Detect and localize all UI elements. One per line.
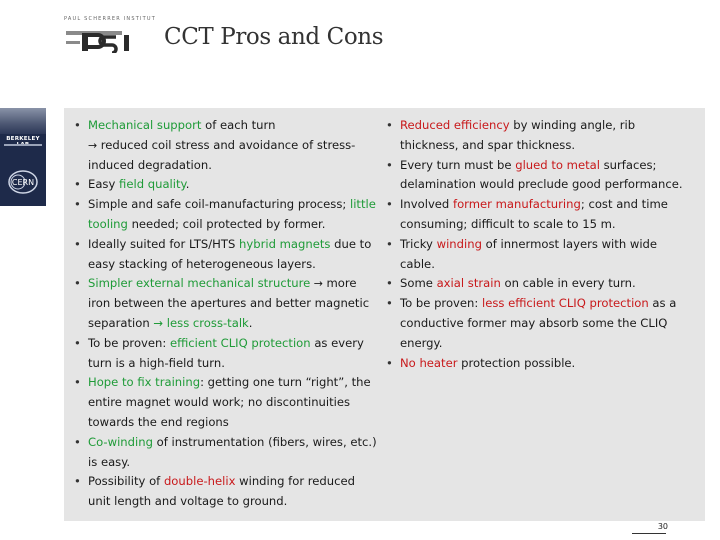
bullet-text: needed; coil protected by former. <box>127 216 326 231</box>
highlight-pro: efficient CLIQ protection <box>169 335 311 350</box>
pro-bullet <box>71 235 381 275</box>
pro-bullet <box>71 334 381 374</box>
bullet-text: reduced coil stress and avoidance of stress-induced degradation. <box>88 137 356 172</box>
bullet-text: Possibility of <box>88 474 164 489</box>
bullet-text: To be proven: <box>88 335 170 350</box>
bullet-text: due to easy stacking of heterogeneous layers. <box>88 236 372 271</box>
pro-bullet <box>71 433 381 473</box>
bullet-text: of instrumentation (fibers, wires, etc.) is easy. <box>88 434 377 469</box>
bullet-text: more iron between the apertures and better magnetic separation <box>88 276 370 330</box>
institute-name: PAUL SCHERRER INSTITUT <box>64 16 156 22</box>
bullet-text: winding for reduced unit length and voltage to ground. <box>88 474 355 509</box>
con-bullet <box>383 195 695 235</box>
highlight-pro: Simpler external mechanical structure <box>88 276 311 291</box>
bullet-text: by winding angle, rib thickness, and spar thickness. <box>400 118 636 152</box>
arrow-text: → <box>88 138 101 152</box>
bullet-text: protection possible. <box>457 355 576 370</box>
bullet-text: . <box>185 177 190 192</box>
bullet-text: Involved <box>400 197 453 212</box>
bullet-text: as every turn is a high-field turn. <box>88 335 364 370</box>
pro-bullet <box>71 136 381 176</box>
pro-bullet <box>71 116 381 136</box>
bullet-text: surfaces; delamination would preclude good performance. <box>400 157 683 192</box>
pro-bullet <box>71 274 381 333</box>
cons-list <box>383 116 695 373</box>
highlight-pro: Mechanical support <box>88 118 202 132</box>
cern-logo-icon <box>7 168 39 196</box>
highlight-con: former manufacturing <box>452 197 581 212</box>
logo-divider <box>4 144 42 146</box>
content-panel <box>64 108 705 521</box>
page-number: 30 <box>657 522 668 531</box>
highlight-con: less efficient CLIQ protection <box>481 296 649 311</box>
con-bullet <box>383 116 695 156</box>
highlight-pro: Hope to fix training <box>88 375 201 390</box>
highlight-pro: → less cross-talk <box>153 315 249 330</box>
bullet-text: : getting one turn “right”, the entire magnet would work; no discontinuities towards the end regions <box>88 375 371 429</box>
highlight-pro: field quality <box>119 177 186 192</box>
partner-logos-strip <box>0 108 46 206</box>
bullet-text: Ideally suited for LTS/HTS <box>88 236 240 251</box>
con-bullet <box>383 294 695 353</box>
bullet-text: Tricky <box>400 236 437 251</box>
berkeley-lab-logo: BERKELEY <box>6 136 40 142</box>
psi-logo-mark <box>66 25 146 53</box>
bullet-text: of innermost layers with wide cable. <box>400 236 658 271</box>
highlight-pro: Co-winding <box>88 434 153 449</box>
bullet-text: . <box>248 315 253 330</box>
highlight-con: glued to metal <box>515 157 600 172</box>
highlight-pro: little tooling <box>88 197 376 231</box>
con-bullet <box>383 274 695 294</box>
bullet-text: as a conductive former may absorb some the CLIQ energy. <box>400 296 677 350</box>
highlight-con: winding <box>436 236 482 251</box>
highlight-con: Reduced efficiency <box>400 118 510 132</box>
slide-title: CCT Pros and Cons <box>164 24 384 50</box>
pro-bullet <box>71 373 381 432</box>
pros-list <box>71 116 381 512</box>
bullet-text: on cable in every turn. <box>500 276 636 291</box>
page-number-underline <box>632 533 666 534</box>
con-bullet <box>383 354 695 374</box>
bullet-text: To be proven: <box>400 296 482 311</box>
highlight-pro: hybrid magnets <box>239 236 331 251</box>
bullet-text: Every turn must be <box>400 157 516 172</box>
bullet-text: Simple and safe coil-manufacturing process; <box>88 197 350 212</box>
bullet-text: Easy <box>88 177 120 192</box>
con-bullet <box>383 235 695 275</box>
highlight-con: No heater <box>400 355 458 370</box>
psi-logo <box>64 16 156 56</box>
highlight-con: double-helix <box>163 474 236 489</box>
arrow-text: → <box>310 277 327 291</box>
pro-bullet <box>71 175 381 195</box>
cern-logo-text: CERN <box>11 178 35 187</box>
highlight-con: axial strain <box>436 276 501 291</box>
bullet-text: of each turn <box>201 118 276 132</box>
bullet-text: Some <box>400 276 437 291</box>
pro-bullet <box>71 472 381 512</box>
con-bullet <box>383 156 695 196</box>
bullet-text: ; cost and time consuming; difficult to scale to 15 m. <box>400 197 668 231</box>
pro-bullet <box>71 195 381 235</box>
lab-photo <box>0 108 46 134</box>
